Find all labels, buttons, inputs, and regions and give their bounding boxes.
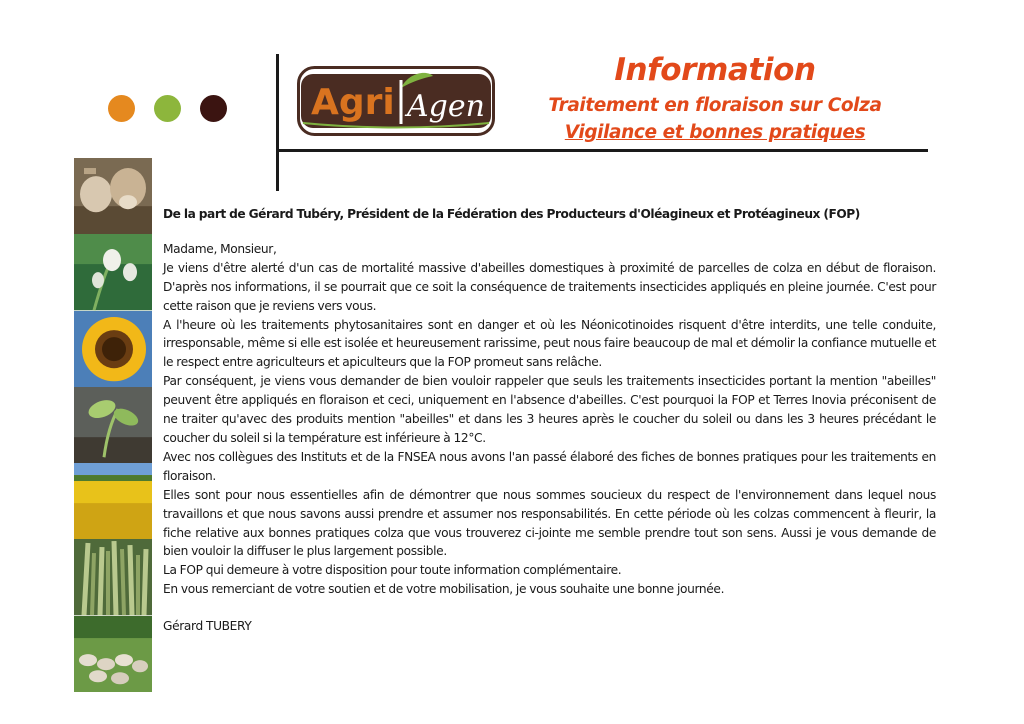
letter-salutation: Madame, Monsieur, bbox=[163, 241, 277, 256]
letter-paragraph: Je viens d'être alerté d'un cas de mortalité massive d'abeilles domestiques à proximité de parcelles de colza en début de floraison. D'après nos informations, il se pourrait que ce soit la conséquence de traitements insecticides appliqués en pleine journée. C'est pour cette raison que je reviens vers vous. bbox=[163, 260, 936, 313]
letter-paragraph: La FOP qui demeure à votre disposition pour toute information complémentaire. bbox=[163, 563, 622, 578]
wheat-photo bbox=[74, 539, 152, 615]
brown-dot bbox=[200, 95, 227, 122]
cows-photo bbox=[74, 158, 152, 234]
horizontal-divider bbox=[276, 149, 928, 152]
letter-body bbox=[163, 205, 936, 636]
sheep-photo bbox=[74, 616, 152, 692]
letter-sender: De la part de Gérard Tubéry, Président de la Fédération des Producteurs d'Oléagineux et Protéagineux (FOP) bbox=[163, 207, 860, 221]
vertical-divider bbox=[276, 54, 279, 191]
white-flower-photo bbox=[74, 234, 152, 310]
letter-paragraph: En vous remerciant de votre soutien et de votre mobilisation, je vous souhaite une bonne journée. bbox=[163, 582, 725, 597]
page-title: Information bbox=[614, 52, 816, 88]
seedling-photo bbox=[74, 387, 152, 463]
green-dot bbox=[154, 95, 181, 122]
letter-paragraph: Par conséquent, je viens vous demander de bien vouloir rappeler que seuls les traitements insecticides portant la mention "abeilles" peuvent être appliqués en floraison et ceci, uniquement en l'absence d'abeilles. C'est pourquoi la FOP et Terres Inovia préconisent de ne traiter qu'avec des produits mention "abeilles" et dans les 3 heures après le coucher du soleil ou dans les 3 heures précédant le coucher du soleil si la température est inférieure à 12°C. bbox=[163, 374, 936, 445]
agri-agen-logo bbox=[297, 66, 495, 136]
logo-graphic bbox=[297, 66, 495, 136]
rapeseed-field-photo bbox=[74, 463, 152, 539]
page-subtitle-2: Vigilance et bonnes pratiques bbox=[564, 122, 866, 143]
logo-text-agen: Agen bbox=[407, 89, 485, 124]
title-block bbox=[540, 48, 890, 146]
letter-signature: Gérard TUBERY bbox=[163, 619, 252, 634]
sunflower-photo bbox=[74, 311, 152, 387]
photo-strip bbox=[74, 158, 152, 692]
letter-paragraph: A l'heure où les traitements phytosanitaires sont en danger et où les Néonicotinoides risquent d'être interdits, une telle conduite, irresponsable, même si elle est isolée et heureusement rarissime, peut nous faire beaucoup de mal et démolir la confiance mutuelle et le respect entre agriculteurs et apiculteurs que la FOP promeut sans relâche. bbox=[163, 317, 936, 370]
orange-dot bbox=[108, 95, 135, 122]
logo-text-agri: Agri bbox=[311, 82, 395, 123]
page-subtitle-1: Traitement en floraison sur Colza bbox=[548, 95, 882, 116]
letter-paragraph: Elles sont pour nous essentielles afin de démontrer que nous sommes soucieux du respect de l'environnement dans lequel nous travaillons et que nous savons aussi prendre et assumer nos responsabilités. En cette période où les colzas commencent à fleurir, la fiche relative aux bonnes pratiques colza que vous trouverez ci-jointe me semble prendre tout son sens. Aussi je vous demande de bien vouloir la diffuser le plus largement possible. bbox=[163, 487, 936, 559]
decorative-dots bbox=[108, 95, 227, 122]
letter-paragraph: Avec nos collègues des Instituts et de la FNSEA nous avons l'an passé élaboré des fiches de bonnes pratiques pour les traitements en floraison. bbox=[163, 449, 936, 483]
